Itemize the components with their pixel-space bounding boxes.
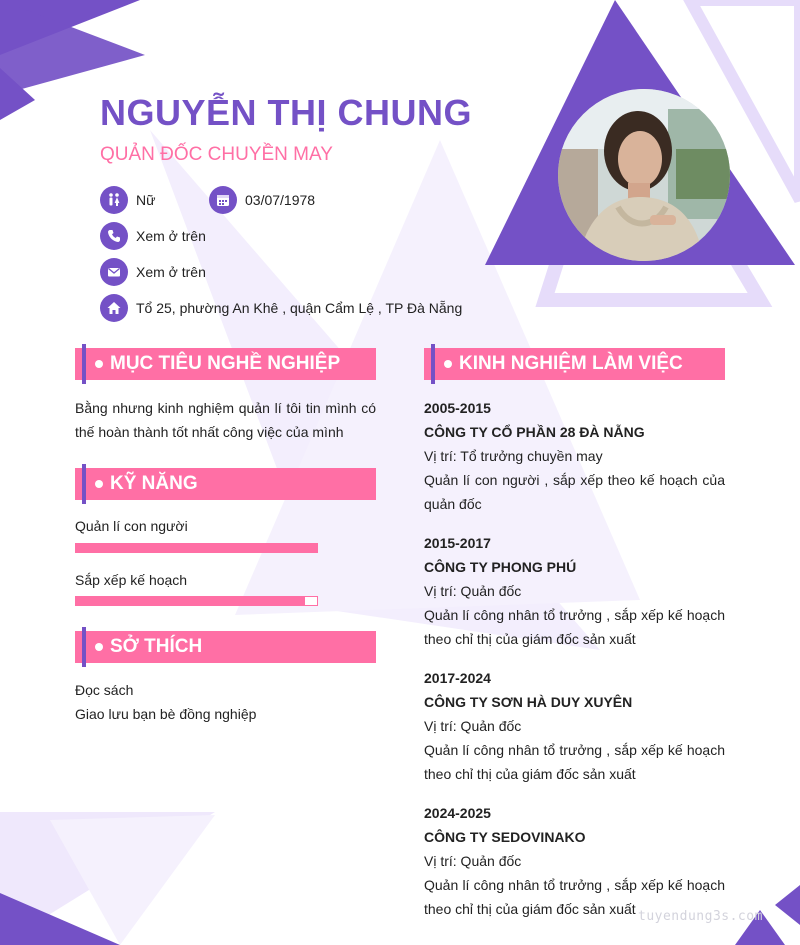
section-header-objective xyxy=(75,348,376,380)
objective-text: Bằng nhưng kinh nghiệm quản lí tôi tin mình có thế hoàn thành tốt nhất công việc của mình xyxy=(75,400,376,440)
section-title: KINH NGHIỆM LÀM VIỆC xyxy=(459,353,683,374)
hobby-item: Giao lưu bạn bè đồng nghiệp xyxy=(75,706,257,722)
experience-period: 2024-2025 xyxy=(424,805,491,821)
experience-item xyxy=(424,801,725,921)
experience-item xyxy=(424,666,725,786)
experience-position: Vị trí: Quản đốc xyxy=(424,583,522,599)
experience-period: 2015-2017 xyxy=(424,535,491,551)
experience-description: Quản lí con người , sắp xếp theo kế hoạch của quản đốc xyxy=(424,472,725,512)
skill-level-bar xyxy=(75,596,318,606)
section-header-skills xyxy=(75,468,376,500)
experience-period: 2005-2015 xyxy=(424,400,491,416)
section-header-experience xyxy=(424,348,725,380)
email-value: Xem ở trên xyxy=(136,264,206,280)
hobby-list xyxy=(75,678,376,726)
section-header-hobbies xyxy=(75,631,376,663)
experience-company: CÔNG TY PHONG PHÚ xyxy=(424,559,577,575)
experience-position: Vị trí: Quản đốc xyxy=(424,853,522,869)
section-title: MỤC TIÊU NGHỀ NGHIỆP xyxy=(110,353,341,374)
experience-item xyxy=(424,396,725,516)
section-accent-bar xyxy=(431,344,435,384)
section-accent-bar xyxy=(82,464,86,504)
gender-value: Nữ xyxy=(136,192,156,208)
candidate-name: NGUYỄN THỊ CHUNG xyxy=(100,92,473,133)
skill-name: Sắp xếp kế hoạch xyxy=(75,572,188,588)
skill-level-fill xyxy=(76,544,317,552)
skill-level-bar xyxy=(75,543,318,553)
experience-item xyxy=(424,531,725,651)
phone-value: Xem ở trên xyxy=(136,228,206,244)
skill-name: Quản lí con người xyxy=(75,518,188,534)
experience-company: CÔNG TY CỔ PHẦN 28 ĐÀ NẴNG xyxy=(424,424,645,440)
experience-description: Quản lí công nhân tổ trưởng , sắp xếp kế hoạch theo chỉ thị của giám đốc sản xuất xyxy=(424,877,725,917)
info-birthdate xyxy=(209,186,315,214)
corner-triangle-bottom-right xyxy=(775,885,800,925)
section-accent-bar xyxy=(82,627,86,667)
experience-description: Quản lí công nhân tổ trưởng , sắp xếp kế hoạch theo chỉ thị của giám đốc sản xuất xyxy=(424,742,725,782)
gender-icon xyxy=(100,186,128,214)
experience-company: CÔNG TY SƠN HÀ DUY XUYÊN xyxy=(424,694,633,710)
watermark: tuyendung3s.com xyxy=(638,909,763,924)
info-phone xyxy=(100,222,206,250)
birthdate-value: 03/07/1978 xyxy=(245,192,316,208)
info-address xyxy=(100,294,462,322)
home-icon xyxy=(100,294,128,322)
experience-position: Vị trí: Quản đốc xyxy=(424,718,522,734)
bullet-icon xyxy=(444,360,452,368)
section-title: SỞ THÍCH xyxy=(110,636,203,657)
avatar xyxy=(558,89,730,261)
address-value: Tổ 25, phường An Khê , quận Cẩm Lệ , TP Đà Nẵng xyxy=(136,300,463,316)
section-accent-bar xyxy=(82,344,86,384)
bullet-icon xyxy=(95,643,103,651)
bullet-icon xyxy=(95,360,103,368)
info-email xyxy=(100,258,206,286)
calendar-icon xyxy=(209,186,237,214)
experience-description: Quản lí công nhân tổ trưởng , sắp xếp kế hoạch theo chỉ thị của giám đốc sản xuất xyxy=(424,607,725,647)
experience-period: 2017-2024 xyxy=(424,670,491,686)
hobby-item: Đọc sách xyxy=(75,682,134,698)
mail-icon xyxy=(100,258,128,286)
section-title: KỸ NĂNG xyxy=(110,473,198,494)
info-gender xyxy=(100,186,155,214)
phone-icon xyxy=(100,222,128,250)
experience-position: Vị trí: Tổ trưởng chuyền may xyxy=(424,448,603,464)
experience-company: CÔNG TY SEDOVINAKO xyxy=(424,829,586,845)
skill-level-fill xyxy=(76,597,305,605)
job-title: QUẢN ĐỐC CHUYỀN MAY xyxy=(100,144,333,165)
bullet-icon xyxy=(95,480,103,488)
